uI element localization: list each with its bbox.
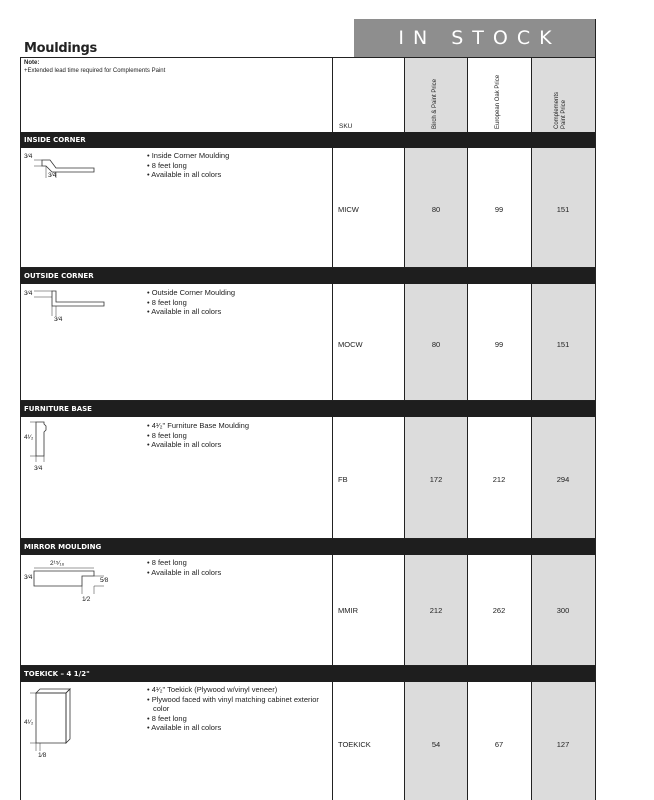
bullet-item: • Plywood faced with vinyl matching cabinet exterior color xyxy=(147,694,319,714)
furniture-base-drawing xyxy=(22,418,82,468)
oak-price-value: 99 xyxy=(494,205,504,214)
mirror-moulding-drawing xyxy=(22,556,132,606)
toekick-bullets xyxy=(147,685,332,733)
complements-price-value: 151 xyxy=(556,205,570,214)
bullet-item: • 8 feet long xyxy=(147,160,187,170)
bullet-item: • 4¹⁄₂" Toekick (Plywood w/vinyl veneer) xyxy=(147,685,278,694)
bullet-item: • Outside Corner Moulding xyxy=(147,288,236,297)
section-header-furniture-base: FURNITURE BASE xyxy=(20,401,595,417)
mirror-moulding-bullets xyxy=(147,558,332,577)
sku-column-divider xyxy=(332,57,333,800)
complements-column-bg xyxy=(531,57,595,800)
dimension-label: 5⁄8 xyxy=(100,577,109,584)
complements-price-value: 127 xyxy=(556,740,570,749)
dimension-label: 4¹⁄₂ xyxy=(24,434,34,441)
complements-price-header-line2: Paint Price xyxy=(561,99,567,129)
bullet-item: • 8 feet long xyxy=(147,713,187,723)
oak-price-value: 67 xyxy=(494,740,504,749)
section-header-toekick: TOEKICK – 4 1/2" xyxy=(20,666,595,682)
sku-value: MICW xyxy=(338,205,359,214)
oak-price-value: 212 xyxy=(492,475,506,484)
bullet-item: • 8 feet long xyxy=(147,558,187,567)
birch-column-divider xyxy=(404,57,405,800)
complements-price-value: 151 xyxy=(556,340,570,349)
bullet-item: • Available in all colors xyxy=(147,723,222,733)
complements-price-header-line1: Complements xyxy=(554,91,560,129)
outside-corner-drawing xyxy=(22,286,142,321)
sku-value: TOEKICK xyxy=(338,740,371,749)
frame-right-border xyxy=(595,19,596,800)
complements-column-divider xyxy=(531,57,532,800)
oak-price-header xyxy=(467,57,531,132)
birch-price-header xyxy=(404,57,468,132)
note-label: Note: xyxy=(24,60,40,66)
birch-price-value: 80 xyxy=(431,340,441,349)
sku-column-header: SKU xyxy=(339,123,353,130)
complements-price-header xyxy=(531,57,595,132)
oak-price-value: 99 xyxy=(494,340,504,349)
inside-corner-drawing xyxy=(22,150,142,185)
birch-column-bg xyxy=(404,57,468,800)
bullet-item: • Available in all colors xyxy=(147,170,222,180)
bullet-item: • 4¹⁄₂" Furniture Base Moulding xyxy=(147,421,249,430)
birch-price-value: 212 xyxy=(429,606,443,615)
dimension-label: 3⁄4 xyxy=(34,465,43,472)
birch-price-value: 80 xyxy=(431,205,441,214)
bullet-item: • Available in all colors xyxy=(147,307,222,317)
birch-price-value: 172 xyxy=(429,475,443,484)
section-header-inside-corner: INSIDE CORNER xyxy=(20,132,595,148)
section-header-mirror-moulding: MIRROR MOULDING xyxy=(20,539,595,555)
sku-value: MMIR xyxy=(338,606,358,615)
dimension-label: 3⁄4 xyxy=(24,574,33,581)
birch-price-header-text: Birch & Paint Price xyxy=(432,78,438,129)
dimension-label: 3⁄4 xyxy=(24,153,33,160)
furniture-base-bullets xyxy=(147,421,332,450)
oak-column-divider xyxy=(467,57,468,800)
frame-left-border xyxy=(20,57,21,800)
dimension-label: 3⁄4 xyxy=(48,172,57,179)
section-header-outside-corner: OUTSIDE CORNER xyxy=(20,268,595,284)
note xyxy=(24,59,165,75)
bullet-item: • Available in all colors xyxy=(147,440,222,450)
bullet-item: • 8 feet long xyxy=(147,297,187,307)
oak-price-value: 262 xyxy=(492,606,506,615)
sku-value: MOCW xyxy=(338,340,363,349)
sku-value: FB xyxy=(338,475,348,484)
in-stock-banner: IN STOCK xyxy=(354,19,595,57)
dimension-label: 3⁄4 xyxy=(24,290,33,297)
birch-price-value: 54 xyxy=(431,740,441,749)
note-text: +Extended lead time required for Complements Paint xyxy=(24,68,166,74)
dimension-label: 3⁄4 xyxy=(54,316,63,323)
oak-price-header-text: European Oak Price xyxy=(495,74,501,129)
page-title: Mouldings xyxy=(24,41,97,56)
bullet-item: • 8 feet long xyxy=(147,430,187,440)
dimension-label: 2¹⁵⁄₁₆ xyxy=(50,560,65,567)
complements-price-value: 294 xyxy=(556,475,570,484)
dimension-label: 4¹⁄₂ xyxy=(24,719,34,726)
dimension-label: 1⁄2 xyxy=(82,596,91,603)
complements-price-value: 300 xyxy=(556,606,570,615)
dimension-label: 1⁄8 xyxy=(38,752,47,759)
bullet-item: • Available in all colors xyxy=(147,567,222,577)
inside-corner-bullets xyxy=(147,151,332,180)
outside-corner-bullets xyxy=(147,288,332,317)
bullet-item: • Inside Corner Moulding xyxy=(147,151,230,160)
